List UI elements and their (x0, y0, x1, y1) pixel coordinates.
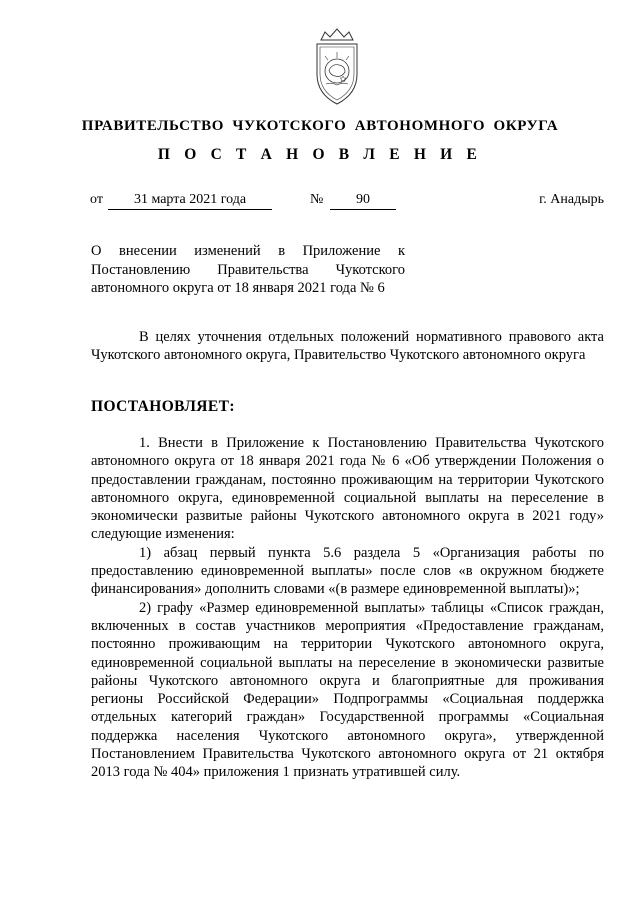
document-meta-row (90, 192, 604, 214)
document-body (91, 434, 604, 782)
document-date: 31 марта 2021 года (108, 192, 272, 210)
date-label: от (90, 192, 103, 207)
document-city: г. Анадырь (539, 192, 604, 207)
paragraph-subitem-1: 1) абзац первый пункта 5.6 раздела 5 «Организация работы по предоставлению единовременной выплаты» после слов «в окружном бюджете финансирования» дополнить словами «(в размере единовременной выплаты)»; (91, 544, 604, 598)
resolves-heading: ПОСТАНОВЛЯЕТ: (91, 398, 235, 415)
paragraph-item-1: 1. Внести в Приложение к Постановлению Правительства Чукотского автономного округа от 18 января 2021 года № 6 «Об утверждении Положения о предоставлении гражданам, постоянно проживающим на территории Чукотского автономного округа, единовременной социальной выплаты на переселение в экономически развитые районы Чукотского автономного округа в 2021 году» следующие изменения: (91, 435, 604, 543)
document-subject: О внесении изменений в Приложение к Постановлению Правительства Чукотского автономного округа от 18 января 2021 года № 6 (91, 243, 405, 296)
government-heading: ПРАВИТЕЛЬСТВО ЧУКОТСКОГО АВТОНОМНОГО ОКРУГА (81, 118, 559, 134)
document-title: П О С Т А Н О В Л Е Н И Е (157, 146, 483, 163)
number-label: № (310, 192, 324, 207)
document-preamble: В целях уточнения отдельных положений нормативного правового акта Чукотского автономного округа, Правительство Чукотского автономного округа (91, 329, 604, 364)
coat-of-arms-emblem-icon (295, 18, 379, 114)
document-number: 90 (330, 192, 396, 210)
paragraph-subitem-2: 2) графу «Размер единовременной выплаты» таблицы «Список граждан, включенных в состав участников мероприятия «Предоставление гражданам, постоянно проживающим на территории Чукотского автономного округа, единовременной социальной выплаты на переселение в экономически развитые районы Чукотского автономного округа и благоприятные для проживания регионы Российской Федерации» Подпрограммы «Социальная поддержка отдельных категорий граждан» Государственной программы «Социальная поддержка населения Чукотского автономного округа», утвержденной Постановлением Правительства Чукотского автономного округа от 21 октября 2013 года № 404» приложения 1 признать утратившей силу. (91, 599, 604, 781)
